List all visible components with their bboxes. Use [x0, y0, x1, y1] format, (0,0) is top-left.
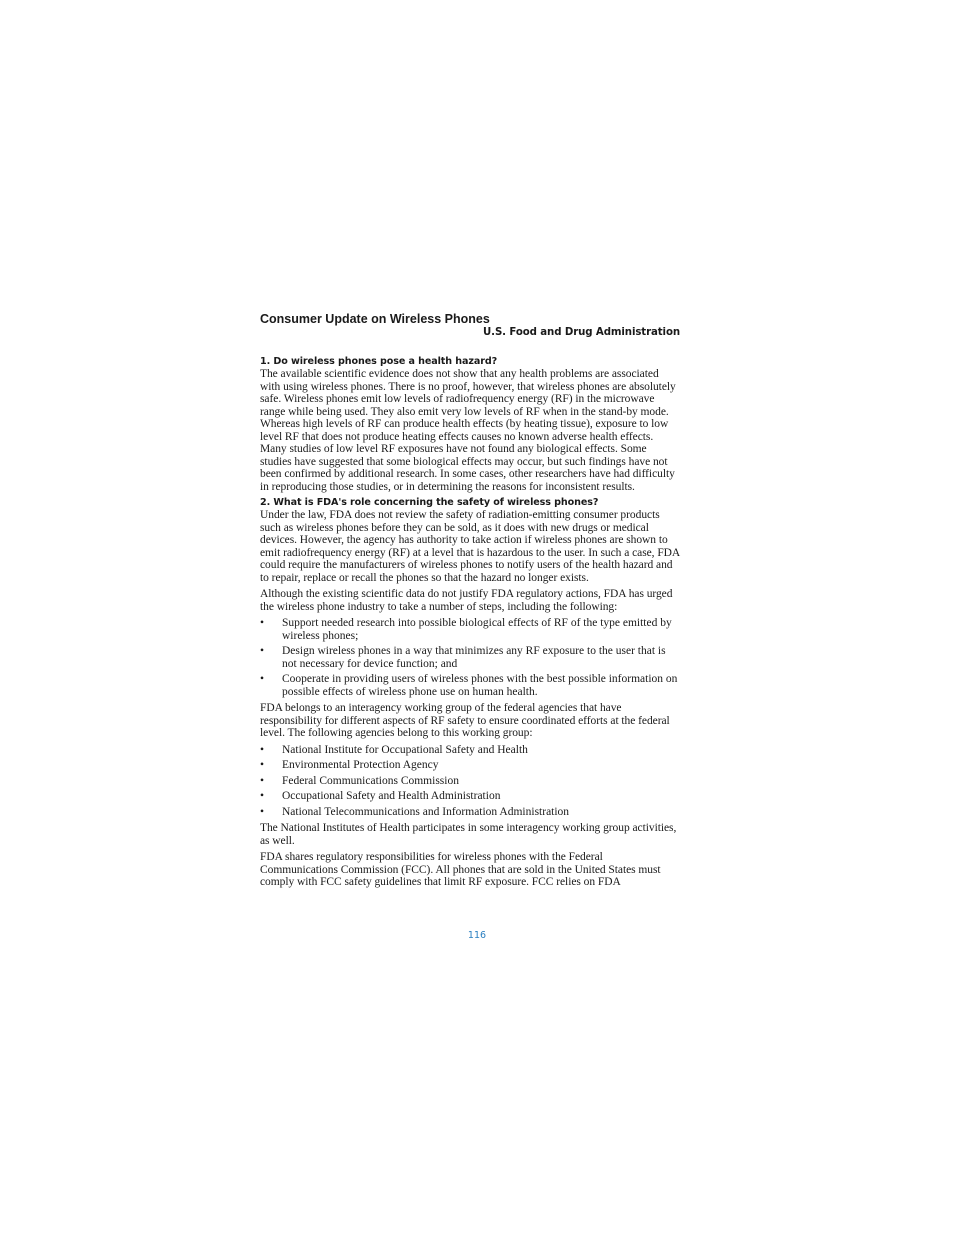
agencies-list [260, 744, 680, 819]
list-item-text: Cooperate in providing users of wireless phones with the best possible information on possible effects of wireless phone use on human health. [282, 673, 678, 698]
bullet-icon: • [260, 805, 265, 818]
bullet-icon: • [260, 790, 265, 802]
list-item-text: National Institute for Occupational Safety and Health [282, 743, 528, 756]
document-page [260, 312, 680, 889]
list-item-text: Federal Communications Commission [282, 774, 459, 787]
page-number: 116 [467, 930, 487, 941]
list-item [260, 806, 680, 819]
list-item [260, 645, 680, 670]
bullet-icon: • [260, 617, 265, 629]
list-item [260, 744, 680, 757]
paragraph: Although the existing scientific data do not justify FDA regulatory actions, FDA has urged the wireless phone industry to take a number of steps, including the following: [260, 588, 673, 613]
paragraph: The available scientific evidence does not show that any health problems are associated with using wireless phones. There is no proof, however, that wireless phones are absolutely safe. Wireless phones emit low levels of radiofrequency energy (RF) in the microwave range while being used. They also emit very low levels of RF when in the stand-by mode. Whereas high levels of RF can produce health effects (by heating tissue), exposure to low level RF that does not produce heating effects causes no known adverse health effects. Many studies of low level RF exposures have not found any biological effects. Some studies have suggested that some biological effects may occur, but such findings have not been confirmed by additional research. In some cases, other researchers have had difficulty in reproducing those studies, or in determining the reasons for inconsistent results. [260, 368, 676, 493]
list-item [260, 775, 680, 788]
document-source: U.S. Food and Drug Administration [483, 327, 680, 338]
bullet-icon: • [260, 673, 265, 685]
list-item [260, 673, 680, 698]
paragraph: The National Institutes of Health participates in some interagency working group activities, as well. [260, 822, 677, 847]
steps-list [260, 617, 680, 698]
bullet-icon: • [260, 743, 265, 756]
question-heading-1: 1. Do wireless phones pose a health hazard? [260, 356, 498, 367]
paragraph: FDA shares regulatory responsibilities for wireless phones with the Federal Communications Commission (FCC). All phones that are sold in the United States must comply with FCC safety guidelines that limit RF exposure. FCC relies on FDA [260, 851, 661, 888]
document-title: Consumer Update on Wireless Phones [260, 312, 490, 326]
list-item-text: Support needed research into possible biological effects of RF of the type emitted by wireless phones; [282, 617, 672, 642]
section-health-hazard [260, 355, 680, 493]
list-item-text: Environmental Protection Agency [282, 759, 439, 771]
list-item [260, 617, 680, 642]
bullet-icon: • [260, 774, 265, 787]
list-item-text: National Telecommunications and Information Administration [282, 805, 570, 818]
list-item [260, 790, 680, 803]
bullet-icon: • [260, 645, 265, 657]
question-heading-2: 2. What is FDA's role concerning the safety of wireless phones? [260, 497, 599, 508]
bullet-icon: • [260, 759, 265, 771]
list-item-text: Occupational Safety and Health Administration [282, 790, 501, 802]
paragraph: Under the law, FDA does not review the safety of radiation-emitting consumer products such as wireless phones before they can be sold, as it does with new drugs or medical devices. However, the agency has authority to take action if wireless phones are shown to emit radiofrequency energy (RF) at a level that is hazardous to the user. In such a case, FDA could require the manufacturers of wireless phones to notify users of the health hazard and to repair, replace or recall the phones so that the hazard no longer exists. [260, 509, 680, 584]
section-fda-role [260, 496, 680, 889]
paragraph: FDA belongs to an interagency working group of the federal agencies that have responsibility for different aspects of RF safety to ensure coordinated efforts at the federal level. The following agencies belong to this working group: [260, 702, 670, 739]
list-item [260, 759, 680, 772]
list-item-text: Design wireless phones in a way that minimizes any RF exposure to the user that is not necessary for device function; and [282, 645, 666, 670]
